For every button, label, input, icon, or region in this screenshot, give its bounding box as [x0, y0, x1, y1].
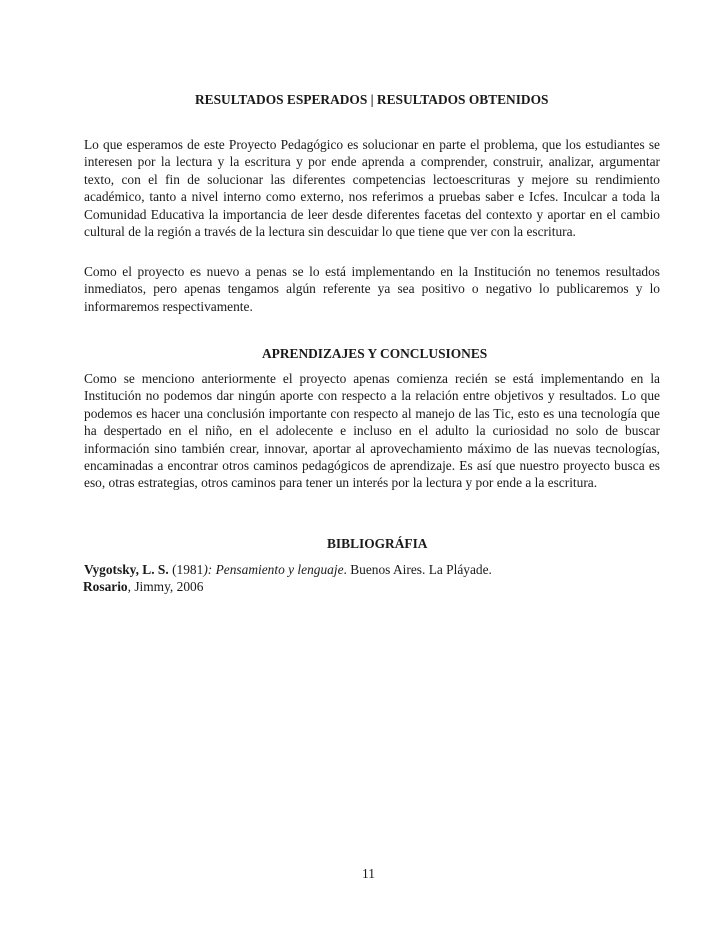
bibliography-author: Vygotsky, L. S.	[84, 562, 169, 577]
bibliography-title-prefix: ):	[203, 562, 216, 577]
bibliography-details: , Jimmy, 2006	[127, 579, 204, 594]
bibliography-entry	[83, 578, 203, 595]
paragraph-aprendizajes: Como se menciono anteriormente el proyecto apenas comienza recién se está implementando en la Institución no podemos dar ningún aporte con respecto a la relación entre objetivos y resultados. Lo que podemos es hacer una conclusión importante con respecto al manejo de las Tic, esto es una tecnología que ha despertado en el niño, en el adolecente e incluso en el adulto la curiosidad no solo de buscar información sino también crear, innovar, aportar al aprovechamiento máximo de las nuevas tecnologías, encaminadas a encontrar otros caminos pedagógicos de aprendizaje. Es así que nuestro proyecto busca es eso, otras estrategias, otros caminos para tener un interés por la lectura y por ende a la escritura.	[84, 371, 660, 491]
bibliography-publisher: . Buenos Aires. La Pláyade.	[343, 562, 492, 577]
section-heading-resultados: RESULTADOS ESPERADOS | RESULTADOS OBTENIDOS	[195, 92, 549, 107]
bibliography-title: Pensamiento y lenguaje	[215, 562, 344, 577]
paragraph-resultados-obtenidos: Como el proyecto es nuevo a penas se lo está implementando en la Institución no tenemos resultados inmediatos, pero apenas tengamos algún referente ya sea positivo o negativo lo publicaremos y lo informaremos respectivamente.	[84, 264, 660, 314]
paragraph-resultados-esperados: Lo que esperamos de este Proyecto Pedagógico es solucionar en parte el problema, que los estudiantes se interesen por la lectura y la escritura y por ende aprenda a comprender, construir, analizar, argumentar texto, con el fin de solucionar las diferentes competencias lectoescrituras y mejore su rendimiento académico, tanto a nivel interno como externo, nos referimos a pruebas saber e Icfes. Inculcar a toda la Comunidad Educativa la importancia de leer desde diferentes facetas del contexto y aportar en el cambio cultural de la región a través de la lectura sin descuidar lo que tiene que ver con la escritura.	[84, 137, 660, 240]
page-number: 11	[362, 866, 375, 881]
section-heading-bibliografia: BIBLIOGRÁFIA	[327, 536, 428, 551]
bibliography-entry	[84, 561, 492, 578]
bibliography-year: (1981	[168, 562, 204, 577]
section-heading-aprendizajes: APRENDIZAJES Y CONCLUSIONES	[262, 346, 488, 361]
bibliography-author: Rosario	[83, 579, 128, 594]
